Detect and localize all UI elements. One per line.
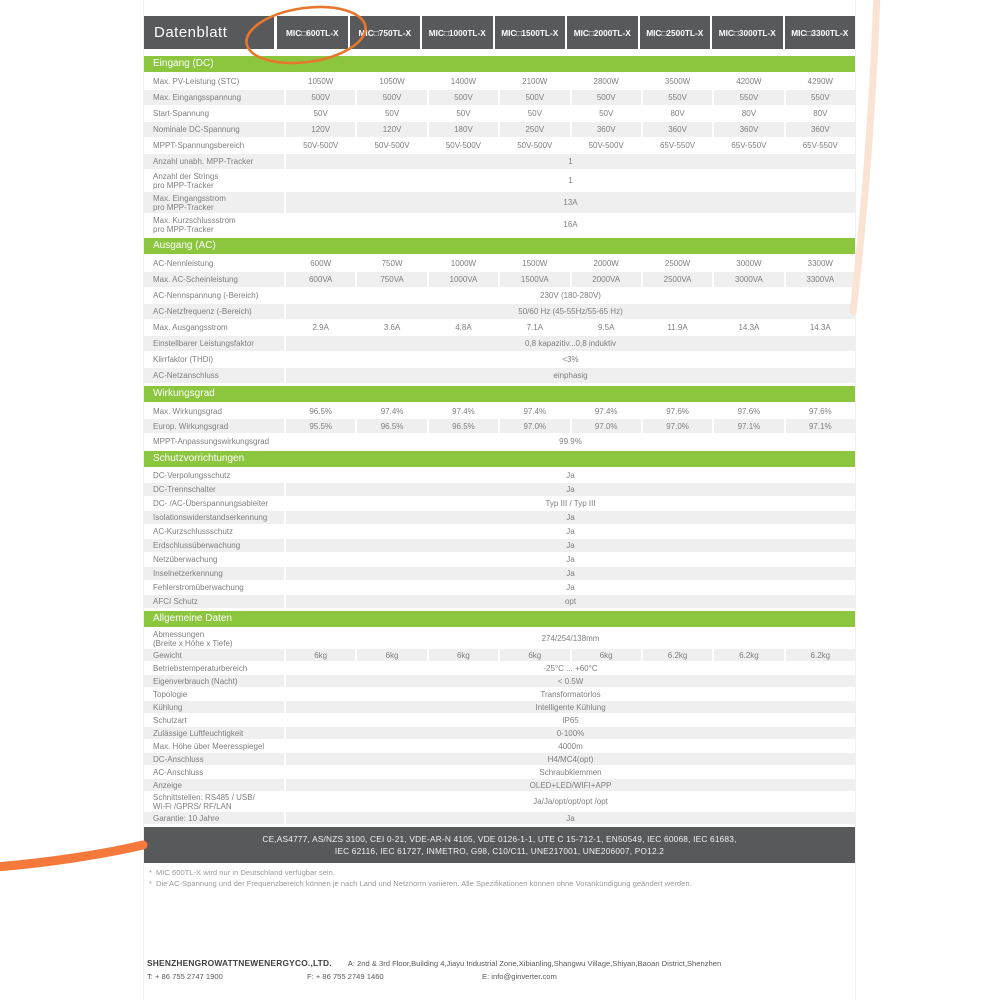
spec-row bbox=[144, 753, 855, 765]
value-cell: 6kg bbox=[357, 649, 426, 661]
section-header: Schutzvorrichtungen bbox=[144, 451, 855, 467]
spec-row bbox=[144, 256, 855, 271]
value-cell: 80V bbox=[643, 106, 712, 121]
footnote-bullet: * bbox=[149, 878, 152, 888]
row-label: Abmessungen (Breite x Höhe x Tiefe) bbox=[144, 629, 284, 648]
spec-row bbox=[144, 192, 855, 213]
row-label: Nominale DC-Spannung bbox=[144, 122, 284, 137]
value-cell: 97.4% bbox=[357, 404, 426, 418]
value-cell: 6.2kg bbox=[786, 649, 855, 661]
page-title: Datenblatt bbox=[144, 16, 274, 49]
value-cell: 97.6% bbox=[714, 404, 783, 418]
value-cell: 14.3A bbox=[714, 320, 783, 335]
row-label: Klirrfaktor (THDi) bbox=[144, 352, 284, 367]
value-cell: 14.3A bbox=[786, 320, 855, 335]
spec-row bbox=[144, 304, 855, 319]
value-cell: 250V bbox=[500, 122, 569, 137]
value-cell: 550V bbox=[714, 90, 783, 105]
table-header bbox=[144, 16, 855, 49]
model-column-header: MIC□600TL-X bbox=[277, 16, 348, 49]
value-cell: Ja bbox=[286, 511, 855, 524]
row-label: Schutzart bbox=[144, 714, 284, 726]
value-cell: 97.4% bbox=[500, 404, 569, 418]
row-label: Max. Eingangsspannung bbox=[144, 90, 284, 105]
section-header: Ausgang (AC) bbox=[144, 238, 855, 254]
value-cell: 50V bbox=[286, 106, 355, 121]
value-cell: 6kg bbox=[572, 649, 641, 661]
value-cell: 97.1% bbox=[786, 419, 855, 433]
company-email: E: info@ginverter.com bbox=[482, 972, 557, 981]
row-label: AC-Kurzschlussschutz bbox=[144, 525, 284, 538]
value-cell: 360V bbox=[786, 122, 855, 137]
row-label: AC-Nennleistung bbox=[144, 256, 284, 271]
value-cell: Ja bbox=[286, 539, 855, 552]
value-cell: 500V bbox=[572, 90, 641, 105]
value-cell: 6.2kg bbox=[714, 649, 783, 661]
row-label: AC-Anschluss bbox=[144, 766, 284, 778]
row-label: Start-Spannung bbox=[144, 106, 284, 121]
value-cell: 500V bbox=[500, 90, 569, 105]
spec-row bbox=[144, 138, 855, 153]
row-label: Einstellbarer Leistungsfaktor bbox=[144, 336, 284, 351]
row-label: AFCI Schutz bbox=[144, 595, 284, 608]
row-label: DC-Anschluss bbox=[144, 753, 284, 765]
spec-row bbox=[144, 352, 855, 367]
spec-row bbox=[144, 368, 855, 383]
value-cell: 4200W bbox=[714, 74, 783, 89]
footnote-bullet: * bbox=[149, 868, 152, 877]
value-cell: 65V-550V bbox=[714, 138, 783, 153]
spec-row bbox=[144, 74, 855, 89]
row-label: AC-Netzanschluss bbox=[144, 368, 284, 383]
value-cell: Ja bbox=[286, 567, 855, 580]
value-cell: Ja bbox=[286, 581, 855, 594]
value-cell: Ja/Ja/opt/opt/opt /opt bbox=[286, 792, 855, 811]
value-cell: Intelligente Kühlung bbox=[286, 701, 855, 713]
certifications-line: CE,AS4777, AS/NZS 3100, CEI 0-21, VDE-AR-N 4105, VDE 0126-1-1, UTE C 15-712-1, EN50549, IEC 60068, IEC 61683, bbox=[262, 834, 737, 844]
row-label: Fehlerstromüberwachung bbox=[144, 581, 284, 594]
value-cell: Typ III / Typ III bbox=[286, 497, 855, 510]
spec-row bbox=[144, 170, 855, 191]
value-cell: 500V bbox=[429, 90, 498, 105]
section-header: Allgemeine Daten bbox=[144, 611, 855, 627]
value-cell: 360V bbox=[572, 122, 641, 137]
value-cell: 1500W bbox=[500, 256, 569, 271]
section-header: Eingang (DC) bbox=[144, 56, 855, 72]
row-label: MPPT-Spannungsbereich bbox=[144, 138, 284, 153]
value-cell: 360V bbox=[643, 122, 712, 137]
company-name: SHENZHENGROWATTNEWENERGYCO.,LTD. bbox=[147, 958, 332, 968]
value-cell: 97.4% bbox=[429, 404, 498, 418]
value-cell: 750W bbox=[357, 256, 426, 271]
footnotes bbox=[144, 868, 855, 889]
row-label: Betriebstemperaturbereich bbox=[144, 662, 284, 674]
spec-row bbox=[144, 662, 855, 674]
row-label: Garantie: 10 Jahre bbox=[144, 812, 284, 824]
row-label: Max. Ausgangsstrom bbox=[144, 320, 284, 335]
model-column-header: MIC□3300TL-X bbox=[785, 16, 856, 49]
row-label: Kühlung bbox=[144, 701, 284, 713]
spec-row bbox=[144, 792, 855, 811]
spec-row bbox=[144, 714, 855, 726]
value-cell: 120V bbox=[286, 122, 355, 137]
value-cell: 4000m bbox=[286, 740, 855, 752]
value-cell: 1050W bbox=[286, 74, 355, 89]
spec-row bbox=[144, 511, 855, 524]
value-cell: 97.6% bbox=[786, 404, 855, 418]
model-header-row bbox=[277, 16, 855, 49]
spec-row bbox=[144, 336, 855, 351]
value-cell: IP65 bbox=[286, 714, 855, 726]
value-cell: 1400W bbox=[429, 74, 498, 89]
row-label: Inselnetzerkennung bbox=[144, 567, 284, 580]
row-label: Max. Höhe über Meeresspiegel bbox=[144, 740, 284, 752]
spec-row bbox=[144, 214, 855, 235]
spec-section bbox=[144, 611, 855, 824]
value-cell: 3000W bbox=[714, 256, 783, 271]
row-label: Anzahl unabh. MPP-Tracker bbox=[144, 154, 284, 169]
value-cell: 600W bbox=[286, 256, 355, 271]
value-cell: 3300W bbox=[786, 256, 855, 271]
value-cell: Ja bbox=[286, 525, 855, 538]
row-label: Eigenverbrauch (Nacht) bbox=[144, 675, 284, 687]
spec-section bbox=[144, 56, 855, 235]
spec-row bbox=[144, 419, 855, 433]
spec-row bbox=[144, 122, 855, 137]
spec-section bbox=[144, 386, 855, 448]
spec-row bbox=[144, 740, 855, 752]
value-cell: 2000VA bbox=[572, 272, 641, 287]
value-cell: 13A bbox=[286, 192, 855, 213]
certifications-line: IEC 62116, IEC 61727, INMETRO, G98, C10/C11, UNE217001, UNE206007, PO12.2 bbox=[334, 846, 665, 856]
row-label: Max. Eingangsstrom pro MPP-Tracker bbox=[144, 192, 284, 213]
spec-section bbox=[144, 451, 855, 608]
model-column-header: MIC□2500TL-X bbox=[640, 16, 711, 49]
value-cell: 2100W bbox=[500, 74, 569, 89]
value-cell: 230V (180-280V) bbox=[286, 288, 855, 303]
value-cell: 1 bbox=[286, 170, 855, 191]
peach-curve-decoration bbox=[853, 0, 877, 312]
spec-row bbox=[144, 434, 855, 448]
value-cell: 65V-550V bbox=[786, 138, 855, 153]
spec-row bbox=[144, 320, 855, 335]
value-cell: 0-100% bbox=[286, 727, 855, 739]
value-cell: OLED+LED/WIFI+APP bbox=[286, 779, 855, 791]
model-column-header: MIC□2000TL-X bbox=[567, 16, 638, 49]
value-cell: 2800W bbox=[572, 74, 641, 89]
value-cell: Ja bbox=[286, 553, 855, 566]
footnote-text: MIC 600TL-X wird nur in Deutschland verfügbar sein. bbox=[155, 868, 335, 877]
row-label: Schnittstellen: RS485 / USB/ Wi-Fi /GPRS/ RF/LAN bbox=[144, 792, 284, 811]
spec-row bbox=[144, 567, 855, 580]
datasheet-page bbox=[143, 0, 856, 1000]
row-label: Netzüberwachung bbox=[144, 553, 284, 566]
spec-row bbox=[144, 483, 855, 496]
company-phone: T: + 86 755 2747 1900 bbox=[147, 972, 223, 981]
value-cell: 50/60 Hz (45-55Hz/55-65 Hz) bbox=[286, 304, 855, 319]
spec-row bbox=[144, 272, 855, 287]
company-fax: F: + 86 755 2749 1460 bbox=[307, 972, 384, 981]
spec-row bbox=[144, 812, 855, 824]
value-cell: 1050W bbox=[357, 74, 426, 89]
value-cell: 96.5% bbox=[429, 419, 498, 433]
row-label: Max. Wirkungsgrad bbox=[144, 404, 284, 418]
row-label: AC-Nennspannung (-Bereich) bbox=[144, 288, 284, 303]
orange-swoosh-decoration bbox=[0, 845, 143, 867]
value-cell: 120V bbox=[357, 122, 426, 137]
value-cell: 6kg bbox=[286, 649, 355, 661]
value-cell: 180V bbox=[429, 122, 498, 137]
value-cell: 4290W bbox=[786, 74, 855, 89]
value-cell: 97.1% bbox=[714, 419, 783, 433]
value-cell: 3300VA bbox=[786, 272, 855, 287]
value-cell: 2500W bbox=[643, 256, 712, 271]
value-cell: 550V bbox=[786, 90, 855, 105]
value-cell: 1500VA bbox=[500, 272, 569, 287]
value-cell: 96.5% bbox=[286, 404, 355, 418]
row-label: Max. PV-Leistung (STC) bbox=[144, 74, 284, 89]
section-header: Wirkungsgrad bbox=[144, 386, 855, 402]
value-cell: Ja bbox=[286, 469, 855, 482]
value-cell: 50V-500V bbox=[357, 138, 426, 153]
row-label: AC-Netzfrequenz (-Bereich) bbox=[144, 304, 284, 319]
spec-row bbox=[144, 701, 855, 713]
certifications-bar bbox=[144, 827, 855, 863]
value-cell: 6kg bbox=[500, 649, 569, 661]
row-label: Anzahl der Strings pro MPP-Tracker bbox=[144, 170, 284, 191]
company-address: A: 2nd & 3rd Floor,Building 4,Jiayu Industrial Zone,Xibianling,Shangwu Village,Shiyan,Baoan District,Shenzhen bbox=[347, 959, 722, 968]
value-cell: 3.6A bbox=[357, 320, 426, 335]
spec-row bbox=[144, 629, 855, 648]
value-cell: 95.5% bbox=[286, 419, 355, 433]
spec-row bbox=[144, 90, 855, 105]
value-cell: 50V bbox=[429, 106, 498, 121]
footnote bbox=[149, 868, 855, 879]
value-cell: 2500VA bbox=[643, 272, 712, 287]
spec-row bbox=[144, 497, 855, 510]
value-cell: 500V bbox=[286, 90, 355, 105]
value-cell: 97.0% bbox=[500, 419, 569, 433]
value-cell: Ja bbox=[286, 812, 855, 824]
row-label: Zulässige Luftfeuchtigkeit bbox=[144, 727, 284, 739]
value-cell: 500V bbox=[357, 90, 426, 105]
value-cell: 11.9A bbox=[643, 320, 712, 335]
spec-row bbox=[144, 469, 855, 482]
spec-row bbox=[144, 649, 855, 661]
value-cell: 16A bbox=[286, 214, 855, 235]
spec-row bbox=[144, 404, 855, 418]
value-cell: 9.5A bbox=[572, 320, 641, 335]
row-label: MPPT-Anpassungswirkungsgrad bbox=[144, 434, 284, 448]
row-label: Gewicht bbox=[144, 649, 284, 661]
value-cell: 50V bbox=[572, 106, 641, 121]
value-cell: 750VA bbox=[357, 272, 426, 287]
value-cell: 3000VA bbox=[714, 272, 783, 287]
row-label: Anzeige bbox=[144, 779, 284, 791]
value-cell: <3% bbox=[286, 352, 855, 367]
value-cell: 274/254/138mm bbox=[286, 629, 855, 648]
value-cell: 3500W bbox=[643, 74, 712, 89]
value-cell: 360V bbox=[714, 122, 783, 137]
row-label: DC- /AC-Überspannungsableiter bbox=[144, 497, 284, 510]
spec-row bbox=[144, 688, 855, 700]
spec-row bbox=[144, 525, 855, 538]
value-cell: 65V-550V bbox=[643, 138, 712, 153]
row-label: DC-Trennschalter bbox=[144, 483, 284, 496]
footnote-text: Die AC-Spannung und der Frequenzbereich können je nach Land und Netznorm variieren. Alle Spezifikationen können ohne Vorankündigung geändert werden. bbox=[155, 878, 692, 888]
value-cell: einphasig bbox=[286, 368, 855, 383]
value-cell: 600VA bbox=[286, 272, 355, 287]
spec-row bbox=[144, 675, 855, 687]
value-cell: 96.5% bbox=[357, 419, 426, 433]
value-cell: Schraubklemmen bbox=[286, 766, 855, 778]
value-cell: opt bbox=[286, 595, 855, 608]
spec-row bbox=[144, 553, 855, 566]
value-cell: 2000W bbox=[572, 256, 641, 271]
model-column-header: MIC□1000TL-X bbox=[422, 16, 493, 49]
value-cell: 550V bbox=[643, 90, 712, 105]
value-cell: 97.0% bbox=[643, 419, 712, 433]
spec-row bbox=[144, 595, 855, 608]
value-cell: 4.8A bbox=[429, 320, 498, 335]
row-label: Max. AC-Scheinleistung bbox=[144, 272, 284, 287]
row-label: Erdschlussüberwachung bbox=[144, 539, 284, 552]
value-cell: 7.1A bbox=[500, 320, 569, 335]
row-label: Isolationswiderstandserkennung bbox=[144, 511, 284, 524]
value-cell: 2.9A bbox=[286, 320, 355, 335]
row-label: Max. Kurzschlussstrom pro MPP-Tracker bbox=[144, 214, 284, 235]
spec-row bbox=[144, 288, 855, 303]
value-cell: 99.9% bbox=[286, 434, 855, 448]
value-cell: 80V bbox=[786, 106, 855, 121]
model-column-header: MIC□750TL-X bbox=[350, 16, 421, 49]
value-cell: Transformatorlos bbox=[286, 688, 855, 700]
value-cell: 50V-500V bbox=[429, 138, 498, 153]
spec-row bbox=[144, 581, 855, 594]
value-cell: 80V bbox=[714, 106, 783, 121]
spec-row bbox=[144, 154, 855, 169]
value-cell: Ja bbox=[286, 483, 855, 496]
value-cell: 50V bbox=[500, 106, 569, 121]
value-cell: 1000W bbox=[429, 256, 498, 271]
row-label: Europ. Wirkungsgrad bbox=[144, 419, 284, 433]
value-cell: H4/MC4(opt) bbox=[286, 753, 855, 765]
spec-table bbox=[144, 56, 855, 824]
spec-row bbox=[144, 106, 855, 121]
spec-row bbox=[144, 766, 855, 778]
value-cell: 1 bbox=[286, 154, 855, 169]
value-cell: 1000VA bbox=[429, 272, 498, 287]
spec-section bbox=[144, 238, 855, 383]
spec-row bbox=[144, 539, 855, 552]
value-cell: 6kg bbox=[429, 649, 498, 661]
value-cell: -25°C ... +60°C bbox=[286, 662, 855, 674]
value-cell: < 0.5W bbox=[286, 675, 855, 687]
value-cell: 50V-500V bbox=[500, 138, 569, 153]
company-info bbox=[147, 958, 852, 981]
spec-row bbox=[144, 779, 855, 791]
value-cell: 50V bbox=[357, 106, 426, 121]
value-cell: 97.0% bbox=[572, 419, 641, 433]
value-cell: 97.6% bbox=[643, 404, 712, 418]
spec-row bbox=[144, 727, 855, 739]
value-cell: 6.2kg bbox=[643, 649, 712, 661]
row-label: DC-Verpolungsschutz bbox=[144, 469, 284, 482]
footnote bbox=[149, 879, 855, 890]
row-label: Topologie bbox=[144, 688, 284, 700]
model-column-header: MIC□3000TL-X bbox=[712, 16, 783, 49]
value-cell: 97.4% bbox=[572, 404, 641, 418]
value-cell: 0,8 kapazitiv...0,8 induktiv bbox=[286, 336, 855, 351]
value-cell: 50V-500V bbox=[286, 138, 355, 153]
model-column-header: MIC□1500TL-X bbox=[495, 16, 566, 49]
value-cell: 50V-500V bbox=[572, 138, 641, 153]
